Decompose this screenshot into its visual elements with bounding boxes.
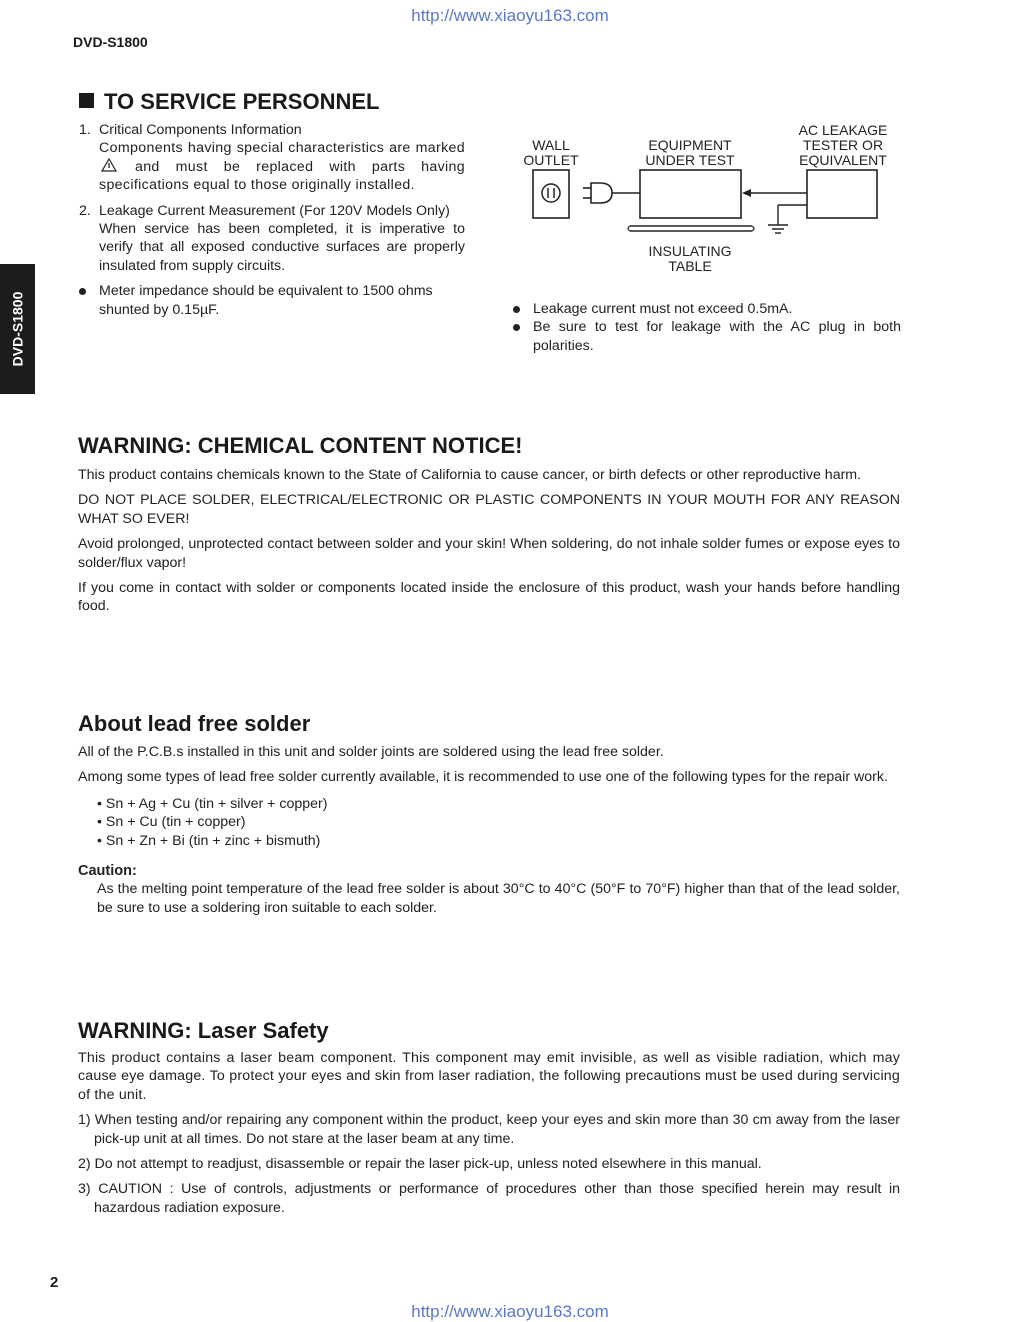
bottom-url[interactable]: http://www.xiaoyu163.com	[411, 1302, 609, 1321]
equipment-label: EQUIPMENT UNDER TEST	[645, 137, 735, 168]
laser-item-1: 1) When testing and/or repairing any component within the product, keep your eyes and skin more than 30 cm away from the laser pick-up unit at all times. Do not stare at the laser beam at any time.	[78, 1112, 900, 1147]
caution-text: As the melting point temperature of the lead free solder is about 30°C to 40°C (50°F to 70°F) higher than that of the lead solder, be sure to use a soldering iron suitable to each solder.	[97, 881, 900, 916]
outlet-socket-icon	[542, 184, 560, 202]
caution-title: Caution:	[78, 863, 137, 880]
item1-text-a: Components having special characteristics are marked	[99, 140, 465, 157]
item1-text	[99, 139, 465, 194]
lead-p1: All of the P.C.B.s installed in this unit and solder joints are soldered using the lead free solder.	[78, 744, 664, 760]
chemical-p2: DO NOT PLACE SOLDER, ELECTRICAL/ELECTRONIC OR PLASTIC COMPONENTS IN YOUR MOUTH FOR ANY REASON WHAT SO EVER!	[78, 492, 900, 527]
laser-heading: WARNING: Laser Safety	[78, 1018, 329, 1043]
item1-text-b: and must be replaced with parts having specifications equal to those originally installed.	[99, 158, 465, 194]
chemical-p4: If you come in contact with solder or components located inside the enclosure of this product, wash your hands before handling food.	[78, 580, 900, 615]
tester-label: AC LEAKAGE TESTER OR EQUIVALENT	[798, 122, 888, 168]
wall-outlet-box	[533, 170, 569, 218]
side-tab	[0, 264, 35, 394]
service-item-2	[79, 202, 465, 276]
laser-body	[78, 1049, 900, 1217]
solder-type-item: • Sn + Cu (tin + copper)	[97, 814, 246, 831]
laser-p1: This product contains a laser beam component. This component may emit invisible, as well as visible radiation, which may cause eye damage. To protect your eyes and skin from laser radiation, the following precautions must be used during servicing of the unit.	[78, 1050, 900, 1103]
plug-icon	[591, 183, 612, 203]
item-number: 2.	[79, 202, 91, 219]
bullet-icon	[513, 306, 520, 313]
lead-heading: About lead free solder	[78, 711, 311, 736]
bullet-icon	[513, 324, 520, 331]
item2-text: When service has been completed, it is imperative to verify that all exposed conductive surfaces are properly insulated from supply circuits.	[99, 221, 465, 274]
bullet-icon	[79, 288, 86, 295]
solder-types-list	[78, 795, 900, 850]
service-heading	[79, 89, 379, 115]
page-number: 2	[50, 1274, 59, 1291]
laser-item-3: 3) CAUTION : Use of controls, adjustments or performance of procedures other than those specified herein may result in hazardous radiation exposure.	[78, 1181, 900, 1216]
leakage-bullets	[513, 300, 901, 355]
side-tab-label: DVD-S1800	[9, 291, 26, 367]
solder-type-item: • Sn + Zn + Bi (tin + zinc + bismuth)	[97, 832, 321, 849]
meter-impedance-bullet	[79, 282, 465, 319]
leakage-bullet-2	[513, 318, 901, 355]
service-list	[79, 121, 465, 319]
service-title: TO SERVICE PERSONNEL	[104, 89, 380, 114]
chemical-body	[78, 466, 900, 616]
lead-p2: Among some types of lead free solder currently available, it is recommended to use one of the following types for the repair work.	[78, 769, 888, 786]
top-url[interactable]: http://www.xiaoyu163.com	[411, 6, 609, 25]
warning-triangle-icon	[101, 158, 117, 172]
leakage-bullet-1	[513, 300, 901, 318]
chemical-heading: WARNING: CHEMICAL CONTENT NOTICE!	[78, 433, 523, 458]
solder-type-item: • Sn + Ag + Cu (tin + silver + copper)	[97, 795, 328, 812]
item2-title: Leakage Current Measurement (For 120V Models Only)	[99, 202, 450, 219]
leakage-bullet-1-text: Leakage current must not exceed 0.5mA.	[533, 301, 793, 317]
service-item-1	[79, 121, 465, 195]
leakage-bullet-2-text: Be sure to test for leakage with the AC plug in both polarities.	[533, 319, 901, 354]
item-number: 1.	[79, 122, 91, 138]
equipment-box	[640, 170, 741, 218]
meter-impedance-text: Meter impedance should be equivalent to 1500 ohms shunted by 0.15µF.	[99, 283, 433, 318]
tester-box	[807, 170, 877, 218]
wall-outlet-label: WALL OUTLET	[523, 137, 579, 168]
square-bullet-icon	[79, 93, 94, 108]
lead-body	[78, 743, 900, 917]
laser-item-2: 2) Do not attempt to readjust, disassemble or repair the laser pick-up, unless noted elsewhere in this manual.	[78, 1156, 762, 1173]
chemical-p3: Avoid prolonged, unprotected contact between solder and your skin! When soldering, do not inhale solder fumes or expose eyes to solder/flux vapor!	[78, 536, 900, 571]
leakage-test-diagram	[520, 165, 900, 245]
chemical-p1: This product contains chemicals known to the State of California to cause cancer, or birth defects or other reproductive harm.	[78, 467, 862, 483]
model-header: DVD-S1800	[73, 34, 148, 50]
insulating-table-label: INSULATING TABLE	[648, 243, 732, 274]
item1-title: Critical Components Information	[99, 122, 302, 138]
